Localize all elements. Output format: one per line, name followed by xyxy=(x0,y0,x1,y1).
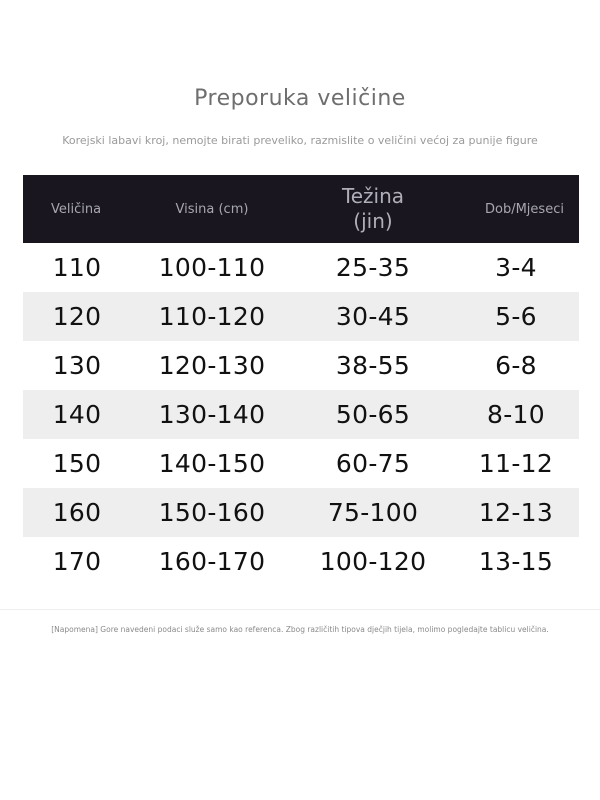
cell-height: 150-160 xyxy=(158,498,266,527)
footnote: [Napomena] Gore navedeni podaci služe samo kao referenca. Zbog različitih tipova dječjih tijela, molimo pogledajte tablicu veličina. xyxy=(51,625,549,634)
cell-height: 160-170 xyxy=(158,547,266,576)
cell-age: 5-6 xyxy=(495,302,537,331)
cell-weight: 25-35 xyxy=(335,253,411,282)
cell-age: 11-12 xyxy=(478,449,554,478)
table-body xyxy=(23,243,579,586)
size-table xyxy=(23,175,579,586)
page-title: Preporuka veličine xyxy=(194,86,406,111)
table-header-row xyxy=(23,175,579,243)
cell-size: 130 xyxy=(52,351,102,380)
cell-size: 150 xyxy=(52,449,102,478)
cell-height: 140-150 xyxy=(158,449,266,478)
table-row xyxy=(23,488,579,537)
table-header xyxy=(23,175,579,243)
cell-size: 140 xyxy=(52,400,102,429)
cell-age: 3-4 xyxy=(495,253,537,282)
cell-height: 130-140 xyxy=(158,400,266,429)
table-row xyxy=(23,341,579,390)
cell-size: 110 xyxy=(52,253,102,282)
table-row xyxy=(23,292,579,341)
table-row xyxy=(23,390,579,439)
cell-weight: 38-55 xyxy=(335,351,411,380)
header-size: Veličina xyxy=(51,201,102,217)
page-subtitle: Korejski labavi kroj, nemojte birati preveliko, razmislite o veličini većoj za punije figure xyxy=(62,134,538,147)
table-row xyxy=(23,439,579,488)
header-weight-line1: Težina xyxy=(341,184,405,208)
cell-age: 8-10 xyxy=(487,400,545,429)
cell-age: 13-15 xyxy=(478,547,554,576)
cell-height: 110-120 xyxy=(158,302,266,331)
cell-height: 100-110 xyxy=(158,253,266,282)
cell-height: 120-130 xyxy=(158,351,266,380)
cell-weight: 75-100 xyxy=(327,498,419,527)
table-row xyxy=(23,243,579,292)
cell-age: 6-8 xyxy=(495,351,537,380)
cell-weight: 60-75 xyxy=(335,449,411,478)
divider xyxy=(0,609,600,610)
cell-size: 160 xyxy=(52,498,102,527)
header-weight-line2: (jin) xyxy=(353,209,393,233)
header-weight xyxy=(293,175,453,243)
cell-size: 120 xyxy=(52,302,102,331)
table-row xyxy=(23,537,579,586)
header-height: Visina (cm) xyxy=(175,201,249,217)
cell-weight: 100-120 xyxy=(319,547,427,576)
cell-weight: 30-45 xyxy=(335,302,411,331)
cell-weight: 50-65 xyxy=(335,400,411,429)
header-age: Dob/Mjeseci xyxy=(485,201,564,217)
cell-size: 170 xyxy=(52,547,102,576)
cell-age: 12-13 xyxy=(478,498,554,527)
